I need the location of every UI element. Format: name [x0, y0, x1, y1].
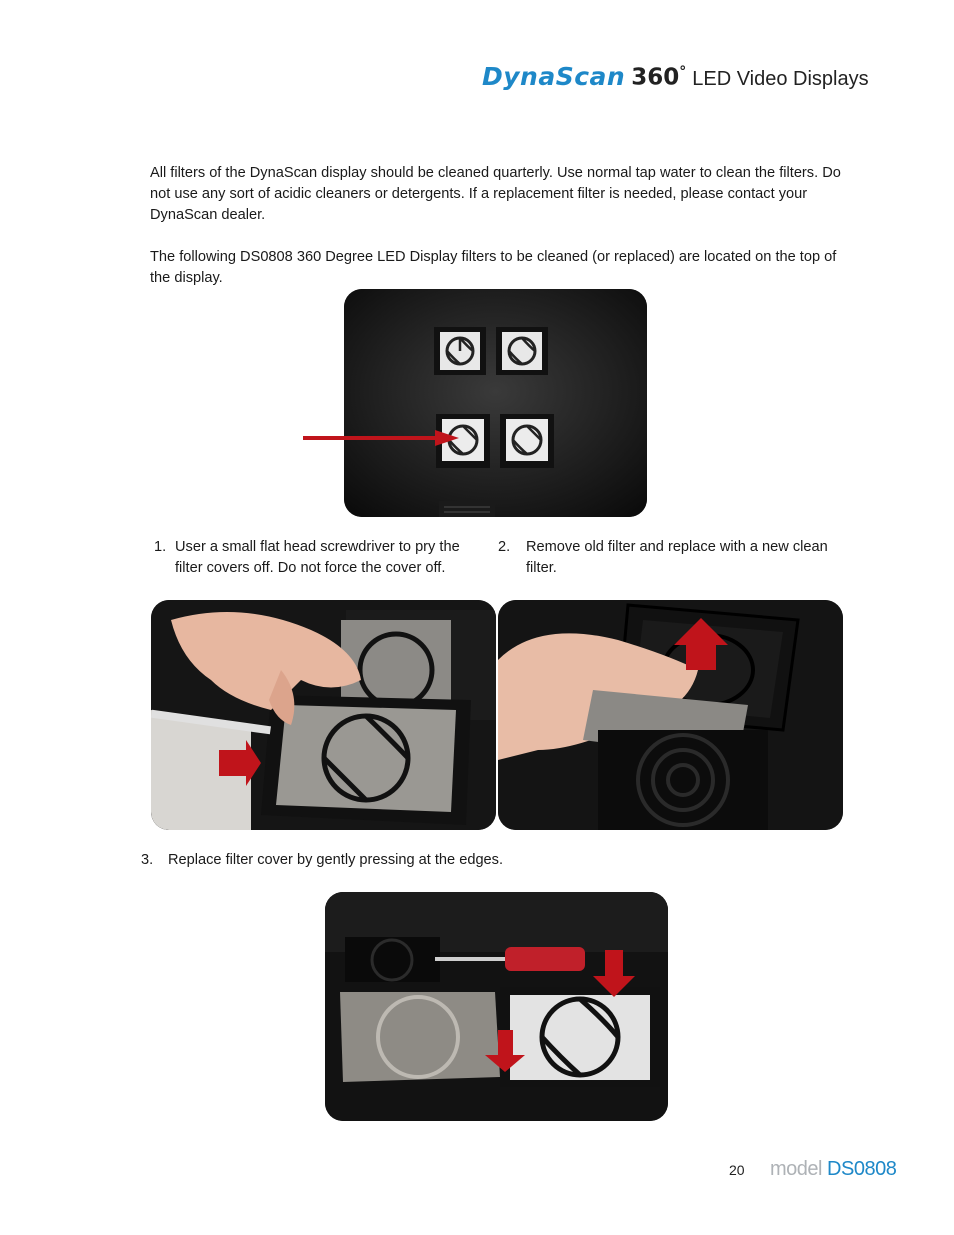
logo-suffix: LED Video Displays: [692, 68, 869, 90]
filter-cover-top-left: [434, 327, 486, 375]
intro-paragraph-1: All filters of the DynaScan display should be cleaned quarterly. Use normal tap water to clean the filters. Do not use any sort of acidic cleaners or detergents. If a replacement filter is needed, please contact your DynaScan dealer.: [150, 165, 841, 223]
footer-model-label: [770, 1158, 896, 1181]
logo-model-number: [631, 64, 686, 91]
logo-360: 360: [631, 65, 680, 91]
fan-grille: [598, 730, 768, 830]
step-1-number: 1.: [154, 539, 167, 555]
dirty-filter: [340, 992, 500, 1082]
step-2-text: Remove old filter and replace with a new clean filter.: [526, 539, 828, 576]
filter-cover-bottom-right: [500, 414, 554, 468]
logo-degree: °: [679, 64, 687, 81]
filter-cover-top-right: [496, 327, 548, 375]
step-3-number: 3.: [141, 852, 154, 868]
step-3-text: Replace filter cover by gently pressing at the edges.: [168, 852, 504, 868]
clean-filter-cover: [500, 987, 660, 1087]
step-1-text: User a small flat head screwdriver to pry the filter covers off. Do not force the cover off.: [175, 539, 460, 576]
fan-grille: [439, 501, 495, 517]
dynascan-logo: [482, 62, 869, 102]
model-word: model: [770, 1158, 822, 1180]
step-2-number: 2.: [498, 539, 511, 555]
replace-cover-photo: [325, 892, 668, 1121]
fan-grille: [345, 937, 440, 982]
page-number: 20: [729, 1162, 745, 1178]
intro-paragraph-2: The following DS0808 360 Degree LED Display filters to be cleaned (or replaced) are located on the top of the display.: [150, 249, 837, 286]
red-arrow-icon: [303, 428, 463, 448]
logo-brand: DynaScan: [482, 62, 626, 91]
pry-cover-photo: [151, 600, 496, 830]
remove-filter-photo: [498, 600, 843, 830]
filters-overview-photo: [344, 289, 647, 517]
model-code: DS0808: [827, 1158, 897, 1180]
